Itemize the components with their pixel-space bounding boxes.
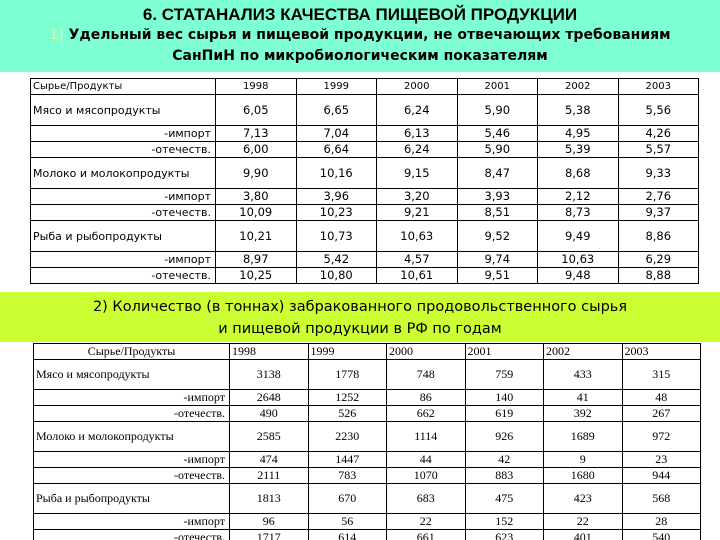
cell: 4,95 bbox=[538, 126, 619, 142]
cell: 7,04 bbox=[296, 126, 377, 142]
cell: 2585 bbox=[230, 422, 309, 452]
cell: 5,90 bbox=[457, 95, 538, 126]
cell: 3138 bbox=[230, 360, 309, 390]
table-share-noncompliant bbox=[30, 78, 699, 284]
cell: 783 bbox=[308, 468, 387, 484]
cell: 5,56 bbox=[618, 95, 699, 126]
table-row bbox=[34, 422, 701, 452]
cell: 926 bbox=[465, 422, 544, 452]
cell: 5,39 bbox=[538, 142, 619, 158]
cell: 267 bbox=[622, 406, 701, 422]
cell: 2648 bbox=[230, 390, 309, 406]
cell: 6,24 bbox=[377, 95, 458, 126]
cell: 3,80 bbox=[216, 189, 297, 205]
table-row bbox=[31, 221, 699, 252]
cell: 9 bbox=[544, 452, 623, 468]
table-row bbox=[31, 158, 699, 189]
table-row bbox=[34, 514, 701, 530]
cell: 9,51 bbox=[457, 268, 538, 284]
cell: 8,88 bbox=[618, 268, 699, 284]
cell: 759 bbox=[465, 360, 544, 390]
cell: 883 bbox=[465, 468, 544, 484]
cell: 1070 bbox=[387, 468, 466, 484]
cell: 8,51 bbox=[457, 205, 538, 221]
cell: 423 bbox=[544, 484, 623, 514]
row-label: Мясо и мясопродукты bbox=[31, 95, 216, 126]
row-label: -отечеств. bbox=[34, 468, 230, 484]
cell: 1717 bbox=[230, 530, 309, 540]
cell: 7,13 bbox=[216, 126, 297, 142]
cell: 2,76 bbox=[618, 189, 699, 205]
cell: 5,38 bbox=[538, 95, 619, 126]
table-row bbox=[34, 406, 701, 422]
cell: 972 bbox=[622, 422, 701, 452]
cell: 9,90 bbox=[216, 158, 297, 189]
cell: 3,96 bbox=[296, 189, 377, 205]
cell: 683 bbox=[387, 484, 466, 514]
table-row bbox=[31, 95, 699, 126]
cell: 6,13 bbox=[377, 126, 458, 142]
subtitle-number: 1) bbox=[49, 27, 64, 43]
table-row bbox=[34, 360, 701, 390]
table-row bbox=[34, 484, 701, 514]
table-header-row bbox=[34, 344, 701, 360]
header-cell: 1998 bbox=[230, 344, 309, 360]
table-row bbox=[34, 468, 701, 484]
cell: 8,97 bbox=[216, 252, 297, 268]
cell: 41 bbox=[544, 390, 623, 406]
cell: 10,25 bbox=[216, 268, 297, 284]
header-cell: 2001 bbox=[465, 344, 544, 360]
cell: 568 bbox=[622, 484, 701, 514]
section-banner bbox=[0, 292, 720, 342]
cell: 2111 bbox=[230, 468, 309, 484]
table-row bbox=[31, 189, 699, 205]
header-cell: 2001 bbox=[457, 79, 538, 95]
cell: 2230 bbox=[308, 422, 387, 452]
row-label: -импорт bbox=[34, 452, 230, 468]
cell: 86 bbox=[387, 390, 466, 406]
cell: 5,57 bbox=[618, 142, 699, 158]
cell: 8,86 bbox=[618, 221, 699, 252]
row-label: -импорт bbox=[34, 390, 230, 406]
row-label: Рыба и рыбопродукты bbox=[34, 484, 230, 514]
cell: 6,00 bbox=[216, 142, 297, 158]
row-label: -отечеств. bbox=[34, 530, 230, 540]
header-cell: 2003 bbox=[622, 344, 701, 360]
cell: 944 bbox=[622, 468, 701, 484]
subtitle-line-2: СанПиН по микробиологическим показателям bbox=[172, 48, 548, 64]
subtitle-line-1 bbox=[0, 25, 720, 46]
row-label: -отечеств. bbox=[34, 406, 230, 422]
cell: 10,09 bbox=[216, 205, 297, 221]
cell: 4,57 bbox=[377, 252, 458, 268]
slide-title: 6. СТАТАНАЛИЗ КАЧЕСТВА ПИЩЕВОЙ ПРОДУКЦИИ bbox=[142, 5, 578, 24]
cell: 23 bbox=[622, 452, 701, 468]
cell: 10,73 bbox=[296, 221, 377, 252]
row-label: Мясо и мясопродукты bbox=[34, 360, 230, 390]
cell: 140 bbox=[465, 390, 544, 406]
row-label: -импорт bbox=[31, 126, 216, 142]
cell: 9,37 bbox=[618, 205, 699, 221]
table-row bbox=[31, 268, 699, 284]
cell: 401 bbox=[544, 530, 623, 540]
table-row bbox=[31, 205, 699, 221]
cell: 8,73 bbox=[538, 205, 619, 221]
cell: 152 bbox=[465, 514, 544, 530]
cell: 392 bbox=[544, 406, 623, 422]
cell: 6,24 bbox=[377, 142, 458, 158]
cell: 10,63 bbox=[377, 221, 458, 252]
cell: 619 bbox=[465, 406, 544, 422]
cell: 315 bbox=[622, 360, 701, 390]
table-2-container bbox=[33, 343, 703, 540]
cell: 475 bbox=[465, 484, 544, 514]
cell: 28 bbox=[622, 514, 701, 530]
banner-line-2: и пищевой продукции в РФ по годам bbox=[218, 321, 502, 337]
cell: 10,80 bbox=[296, 268, 377, 284]
cell: 526 bbox=[308, 406, 387, 422]
header-cell: 1998 bbox=[216, 79, 297, 95]
cell: 474 bbox=[230, 452, 309, 468]
cell: 670 bbox=[308, 484, 387, 514]
table-row bbox=[31, 252, 699, 268]
cell: 661 bbox=[387, 530, 466, 540]
cell: 56 bbox=[308, 514, 387, 530]
table-rejected-tonnage bbox=[33, 343, 701, 540]
table-1-container bbox=[30, 78, 700, 290]
banner-line-1: 2) Количество (в тоннах) забракованного продовольственного сырья bbox=[92, 299, 628, 315]
cell: 8,47 bbox=[457, 158, 538, 189]
header-cell: Сырье/Продукты bbox=[34, 344, 230, 360]
cell: 22 bbox=[544, 514, 623, 530]
cell: 540 bbox=[622, 530, 701, 540]
cell: 6,05 bbox=[216, 95, 297, 126]
cell: 10,63 bbox=[538, 252, 619, 268]
slide-header bbox=[0, 0, 720, 72]
row-label: -импорт bbox=[34, 514, 230, 530]
row-label: -отечеств. bbox=[31, 268, 216, 284]
header-cell: 1999 bbox=[308, 344, 387, 360]
row-label: -отечеств. bbox=[31, 142, 216, 158]
cell: 9,48 bbox=[538, 268, 619, 284]
header-cell: 2000 bbox=[377, 79, 458, 95]
cell: 6,29 bbox=[618, 252, 699, 268]
cell: 490 bbox=[230, 406, 309, 422]
header-cell: 2002 bbox=[538, 79, 619, 95]
cell: 5,90 bbox=[457, 142, 538, 158]
cell: 5,42 bbox=[296, 252, 377, 268]
table-row bbox=[31, 126, 699, 142]
cell: 2,12 bbox=[538, 189, 619, 205]
cell: 48 bbox=[622, 390, 701, 406]
cell: 10,61 bbox=[377, 268, 458, 284]
cell: 10,21 bbox=[216, 221, 297, 252]
cell: 10,16 bbox=[296, 158, 377, 189]
cell: 9,33 bbox=[618, 158, 699, 189]
cell: 1778 bbox=[308, 360, 387, 390]
cell: 1447 bbox=[308, 452, 387, 468]
subtitle-text-1: Удельный вес сырья и пищевой продукции, не отвечающих требованиям bbox=[68, 27, 671, 43]
header-cell: 2003 bbox=[618, 79, 699, 95]
cell: 3,20 bbox=[377, 189, 458, 205]
table-row bbox=[34, 452, 701, 468]
table-row bbox=[34, 530, 701, 540]
header-cell: 2002 bbox=[544, 344, 623, 360]
cell: 4,26 bbox=[618, 126, 699, 142]
cell: 3,93 bbox=[457, 189, 538, 205]
table-header-row bbox=[31, 79, 699, 95]
cell: 8,68 bbox=[538, 158, 619, 189]
cell: 6,64 bbox=[296, 142, 377, 158]
row-label: Рыба и рыбопродукты bbox=[31, 221, 216, 252]
row-label: Молоко и молокопродукты bbox=[31, 158, 216, 189]
cell: 433 bbox=[544, 360, 623, 390]
cell: 9,74 bbox=[457, 252, 538, 268]
row-label: -импорт bbox=[31, 189, 216, 205]
row-label: Молоко и молокопродукты bbox=[34, 422, 230, 452]
cell: 6,65 bbox=[296, 95, 377, 126]
cell: 1114 bbox=[387, 422, 466, 452]
cell: 44 bbox=[387, 452, 466, 468]
cell: 1689 bbox=[544, 422, 623, 452]
header-cell: 2000 bbox=[387, 344, 466, 360]
cell: 662 bbox=[387, 406, 466, 422]
header-cell: Сырье/Продукты bbox=[31, 79, 216, 95]
row-label: -импорт bbox=[31, 252, 216, 268]
table-row bbox=[34, 390, 701, 406]
cell: 9,21 bbox=[377, 205, 458, 221]
cell: 9,49 bbox=[538, 221, 619, 252]
cell: 1680 bbox=[544, 468, 623, 484]
cell: 623 bbox=[465, 530, 544, 540]
cell: 614 bbox=[308, 530, 387, 540]
cell: 9,52 bbox=[457, 221, 538, 252]
cell: 1813 bbox=[230, 484, 309, 514]
cell: 5,46 bbox=[457, 126, 538, 142]
cell: 22 bbox=[387, 514, 466, 530]
cell: 10,23 bbox=[296, 205, 377, 221]
cell: 1252 bbox=[308, 390, 387, 406]
header-cell: 1999 bbox=[296, 79, 377, 95]
row-label: -отечеств. bbox=[31, 205, 216, 221]
table-row bbox=[31, 142, 699, 158]
cell: 42 bbox=[465, 452, 544, 468]
cell: 748 bbox=[387, 360, 466, 390]
cell: 9,15 bbox=[377, 158, 458, 189]
cell: 96 bbox=[230, 514, 309, 530]
